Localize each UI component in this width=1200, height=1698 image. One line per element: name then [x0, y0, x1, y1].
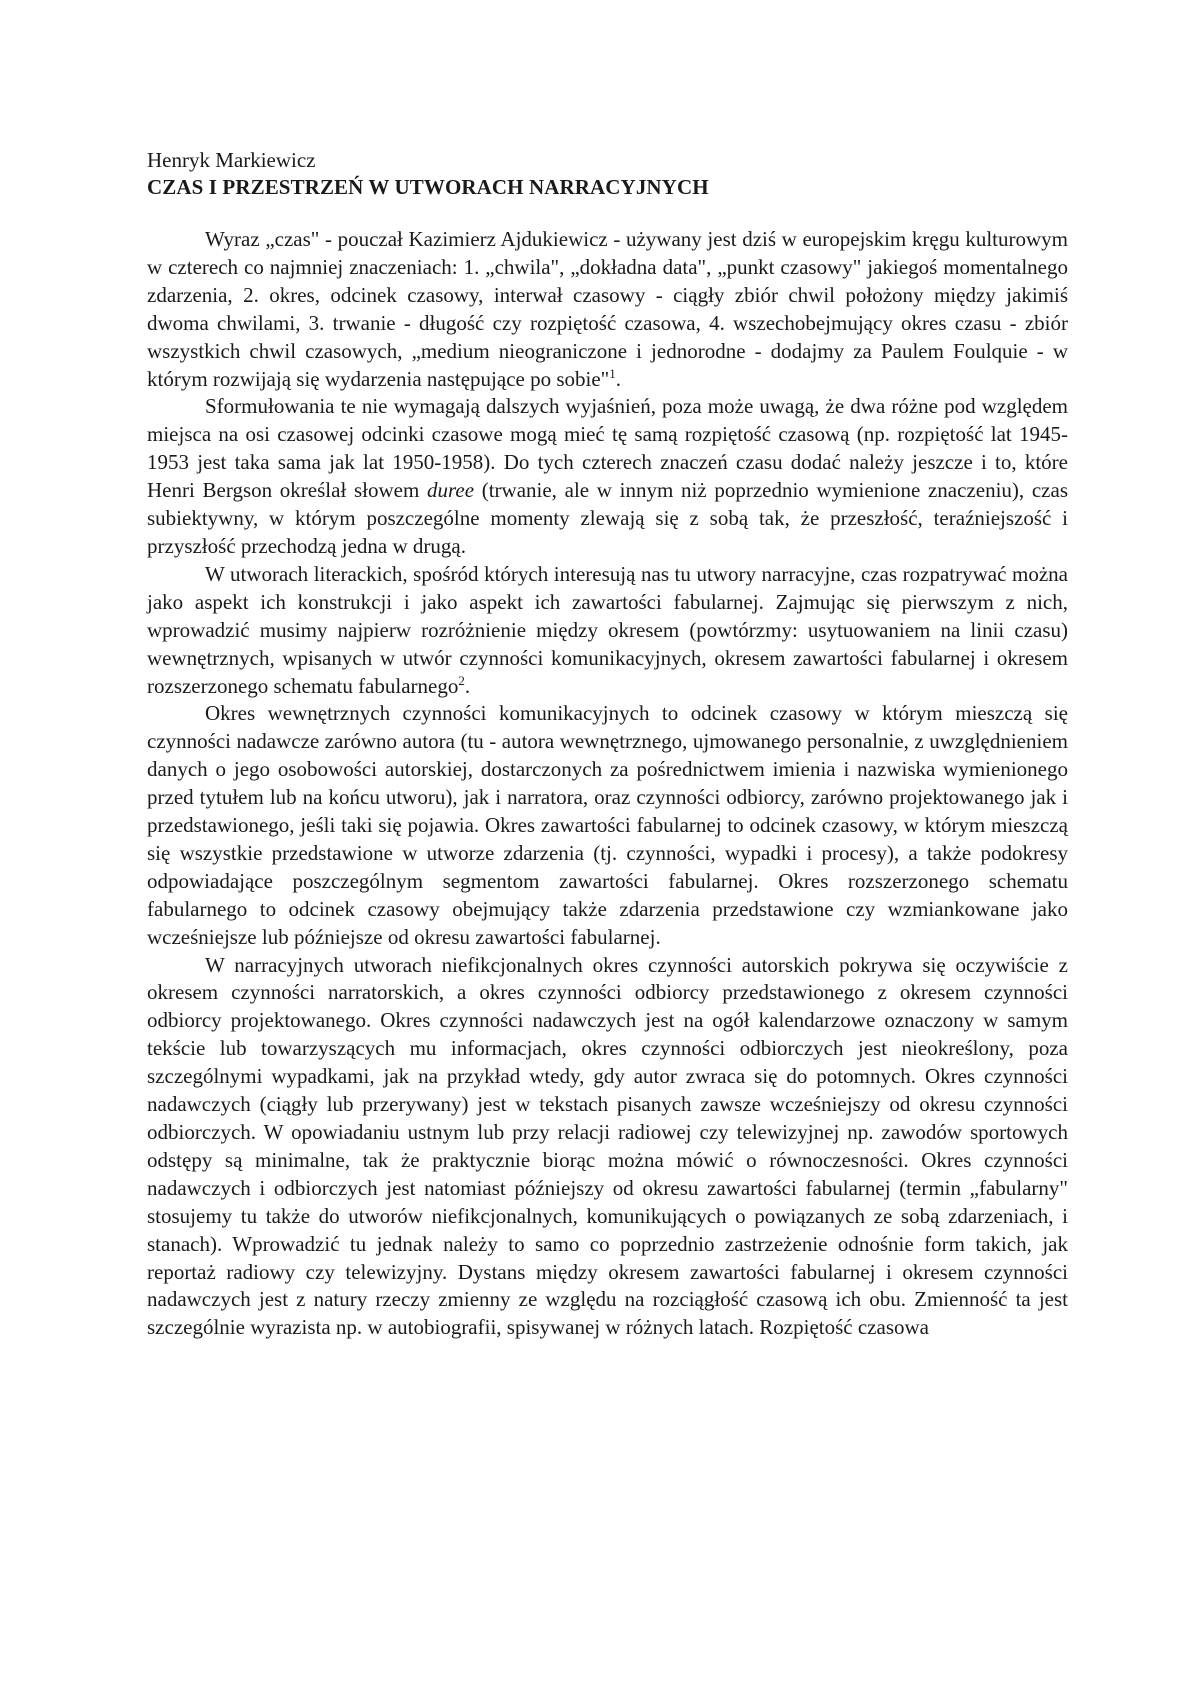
paragraph-3 [147, 561, 1068, 701]
footnote-ref-2[interactable]: 2 [458, 672, 465, 688]
paragraph-2 [147, 393, 1068, 560]
paragraph-5 [147, 952, 1068, 1343]
paragraph-3-end: . [464, 673, 471, 698]
italic-term-duree: duree [426, 478, 475, 503]
paragraph-2-text-end: (trwanie, ale w innym niż poprzednio wymienione znaczeniu), czas subiektywny, w którym poszczególne momenty zlewają się z sobą tak, że przeszłość, teraźniejszość i przyszłość przechodzą jedna w drugą. [147, 478, 1068, 558]
document-title: CZAS I PRZESTRZEŃ W UTWORACH NARRACYJNYCH [147, 175, 709, 199]
paragraph-1 [147, 226, 1068, 393]
paragraph-2-text-start: Sformułowania te nie wymagają dalszych wyjaśnień, poza może uwagą, że dwa różne pod względem miejsca na osi czasowej odcinki czasowe mogą mieć tę samą rozpiętość czasową (np. rozpiętość lat 1945-1953 jest taka sama jak lat 1950-1958). Do tych czterech znaczeń czasu dodać należy jeszcze i to, które Henri Bergson określał słowem [147, 394, 1068, 503]
document-body [147, 147, 1068, 1342]
paragraph-1-text: Wyraz „czas" - pouczał Kazimierz Ajdukiewicz - używany jest dziś w europejskim kręgu kulturowym w czterech co najmniej znaczeniach: 1. „chwila", „dokładna data", „punkt czasowy" jakiegoś momentalnego zdarzenia, 2. okres, odcinek czasowy, interwał czasowy - ciągły zbiór chwil położony między jakimiś dwoma chwilami, 3. trwanie - długość czy rozpiętość czasowa, 4. wszechobejmujący okres czasu - zbiór wszystkich chwil czasowych, „medium nieograniczone i jednorodne - dodajmy za Paulem Foulquie - w którym rozwijają się wydarzenia następujące po sobie" [147, 227, 1068, 391]
author-name: Henryk Markiewicz [147, 148, 316, 172]
paragraph-4 [147, 700, 1068, 951]
footnote-ref-1[interactable]: 1 [609, 365, 616, 381]
paragraph-3-text: W utworach literackich, spośród których interesują nas tu utwory narracyjne, czas rozpatrywać można jako aspekt ich konstrukcji i jako aspekt ich zawartości fabularnej. Zajmując się pierwszym z nich, wprowadzić musimy najpierw rozróżnienie między okresem (powtórzmy: usytuowaniem na linii czasu) wewnętrznych, wpisanych w utwór czynności komunikacyjnych, okresem zawartości fabularnej i okresem rozszerzonego schematu fabularnego [147, 561, 1068, 698]
paragraph-4-text: Okres wewnętrznych czynności komunikacyjnych to odcinek czasowy w którym mieszczą się czynności nadawcze zarówno autora (tu - autora wewnętrznego, ujmowanego personalnie, z uwzględnieniem danych o jego osobowości autorskiej, dostarczonych za pośrednictwem imienia i nazwiska wymienionego przed tytułem lub na końcu utworu), jak i narratora, oraz czynności odbiorcy, zarówno projektowanego jak i przedstawionego, jeśli taki się pojawia. Okres zawartości fabularnej to odcinek czasowy, w którym mieszczą się wszystkie przedstawione w utworze zdarzenia (tj. czynności, wypadki i procesy), a także podokresy odpowiadające poszczególnym segmentom zawartości fabularnej. Okres rozszerzonego schematu fabularnego to odcinek czasowy obejmujący także zdarzenia przedstawione czy wzmiankowane jako wcześniejsze lub późniejsze od okresu zawartości fabularnej. [147, 701, 1068, 949]
paragraph-1-end: . [615, 366, 621, 391]
paragraph-5-text: W narracyjnych utworach niefikcjonalnych okres czynności autorskich pokrywa się oczywiście z okresem czynności narratorskich, a okres czynności odbiorcy przedstawionego z okresem czynności odbiorcy projektowanego. Okres czynności nadawczych jest na ogół kalendarzowe oznaczony w samym tekście lub towarzyszących mu informacjach, okres czynności odbiorczych jest nieokreślony, poza szczególnymi wypadkami, jak na przykład wtedy, gdy autor zwraca się do potomnych. Okres czynności nadawczych (ciągły lub przerywany) jest w tekstach pisanych zawsze wcześniejszy od okresu czynności odbiorczych. W opowiadaniu ustnym lub przy relacji radiowej czy telewizyjnej np. zawodów sportowych odstępy są minimalne, tak że praktycznie biorąc można mówić o równoczesności. Okres czynności nadawczych i odbiorczych jest natomiast późniejszy od okresu zawartości fabularnej (termin „fabularny" stosujemy tu także do utworów niefikcjonalnych, komunikujących o powiązanych ze sobą zdarzeniach, i stanach). Wprowadzić tu jednak należy to samo co poprzednio zastrzeżenie odnośnie form takich, jak reportaż radiowy czy telewizyjny. Dystans między okresem zawartości fabularnej i okresem czynności nadawczych jest z natury rzeczy zmienny ze względu na rozciągłość czasową ich obu. Zmienność ta jest szczególnie wyrazista np. w autobiografii, spisywanej w różnych latach. Rozpiętość czasowa [147, 952, 1068, 1340]
